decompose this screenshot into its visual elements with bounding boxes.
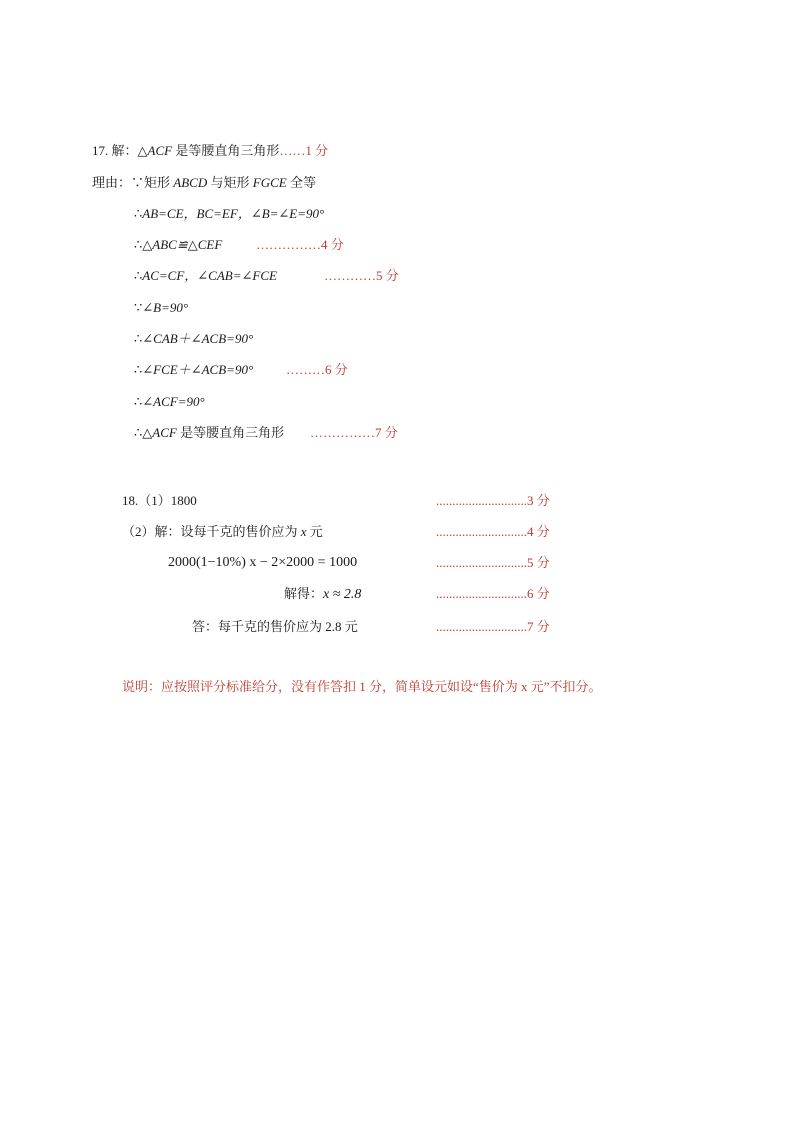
q17-step-2: ∴△ABC≌△CEF — [134, 237, 223, 252]
q18-part-2: （2）解：设每千克的售价应为 x 元 — [122, 524, 323, 539]
q17-step-8: ∴△ACF 是等腰直角三角形 — [134, 425, 285, 440]
score-4b: ............................4 分 — [436, 524, 550, 539]
q17-title: 17. 解：△ACF 是等腰直角三角形……1 分 — [92, 143, 329, 158]
q17-step-1: ∴AB=CE，BC=EF，∠B=∠E=90° — [134, 206, 325, 221]
score-7b: ............................7 分 — [436, 619, 550, 634]
score-7: ……………7 分 — [310, 425, 398, 440]
q17-step-7: ∴∠ACF=90° — [134, 394, 205, 409]
score-6: ………6 分 — [286, 362, 348, 377]
grading-note: 说明：应按照评分标准给分，没有作答扣 1 分，简单设元如设“售价为 x 元”不扣分。 — [122, 679, 602, 694]
q17-step-3: ∴AC=CF，∠CAB=∠FCE — [134, 268, 277, 283]
score-3: ............................3 分 — [436, 493, 550, 508]
q17-step-5: ∴∠CAB＋∠ACB=90° — [134, 331, 254, 346]
q18-part-1: 18.（1）1800 — [122, 493, 197, 508]
q17-step-6: ∴∠FCE＋∠ACB=90° — [134, 362, 254, 377]
q17-step-4: ∵∠B=90° — [134, 300, 189, 315]
score-4: ……………4 分 — [256, 237, 344, 252]
score-5b: ............................5 分 — [436, 555, 550, 570]
q18-answer: 答：每千克的售价应为 2.8 元 — [192, 619, 358, 634]
q18-solution: 解得：x ≈ 2.8 — [284, 586, 362, 602]
q17-reason: 理由：∵矩形 ABCD 与矩形 FGCE 全等 — [92, 175, 316, 190]
score-6b: ............................6 分 — [436, 586, 550, 601]
q18-equation: 2000(1−10%) x − 2×2000 = 1000 — [168, 555, 358, 570]
score-1: ……1 分 — [279, 143, 329, 158]
score-5: …………5 分 — [324, 268, 399, 283]
